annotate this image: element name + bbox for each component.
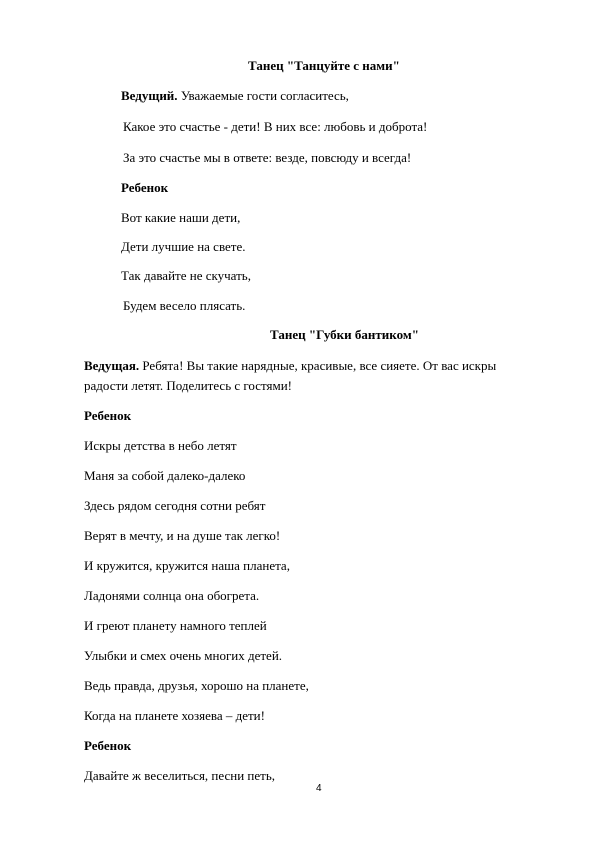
poem-line: Будем весело плясать. <box>123 298 246 313</box>
poem-line: Дети лучшие на свете. <box>121 239 246 254</box>
poem-line: Вот какие наши дети, <box>121 210 241 225</box>
poem-line: И греют планету намного теплей <box>84 618 267 633</box>
page-number: 4 <box>316 783 322 794</box>
poem-line: Так давайте не скучать, <box>121 268 251 283</box>
speaker-child-1: Ребенок <box>121 180 169 195</box>
text-line: Какое это счастье - дети! В них все: любовь и доброта! <box>123 119 428 134</box>
poem-line: Искры детства в небо летят <box>84 438 237 453</box>
poem-line: Ладонями солнца она обогрета. <box>84 588 260 603</box>
poem-line: Когда на планете хозяева – дети! <box>84 708 265 723</box>
poem-line: Верят в мечту, и на душе так легко! <box>84 528 281 543</box>
line-text: Ребята! Вы такие нарядные, красивые, все сияете. От вас искры <box>139 358 497 373</box>
speaker-label: Ведущий. <box>121 88 178 103</box>
speaker-label: Ведущая. <box>84 358 140 373</box>
poem-line: И кружится, кружится наша планета, <box>84 558 290 573</box>
speaker-child-3: Ребенок <box>84 738 132 753</box>
paragraph-host-1 <box>121 88 349 104</box>
line-text: Уважаемые гости согласитесь, <box>177 88 349 103</box>
paragraph-host-2 <box>84 358 496 374</box>
poem-line: Давайте ж веселиться, песни петь, <box>84 768 275 783</box>
poem-line: Здесь рядом сегодня сотни ребят <box>84 498 266 513</box>
speaker-child-2: Ребенок <box>84 408 132 423</box>
poem-line: Улыбки и смех очень многих детей. <box>84 648 283 663</box>
heading-dance-1: Танец "Танцуйте с нами" <box>248 58 400 73</box>
text-line: радости летят. Поделитесь с гостями! <box>84 378 293 393</box>
poem-line: Ведь правда, друзья, хорошо на планете, <box>84 678 309 693</box>
heading-dance-2: Танец "Губки бантиком" <box>270 327 419 342</box>
text-line: За это счастье мы в ответе: везде, повсюду и всегда! <box>123 150 412 165</box>
poem-line: Маня за собой далеко-далеко <box>84 468 246 483</box>
